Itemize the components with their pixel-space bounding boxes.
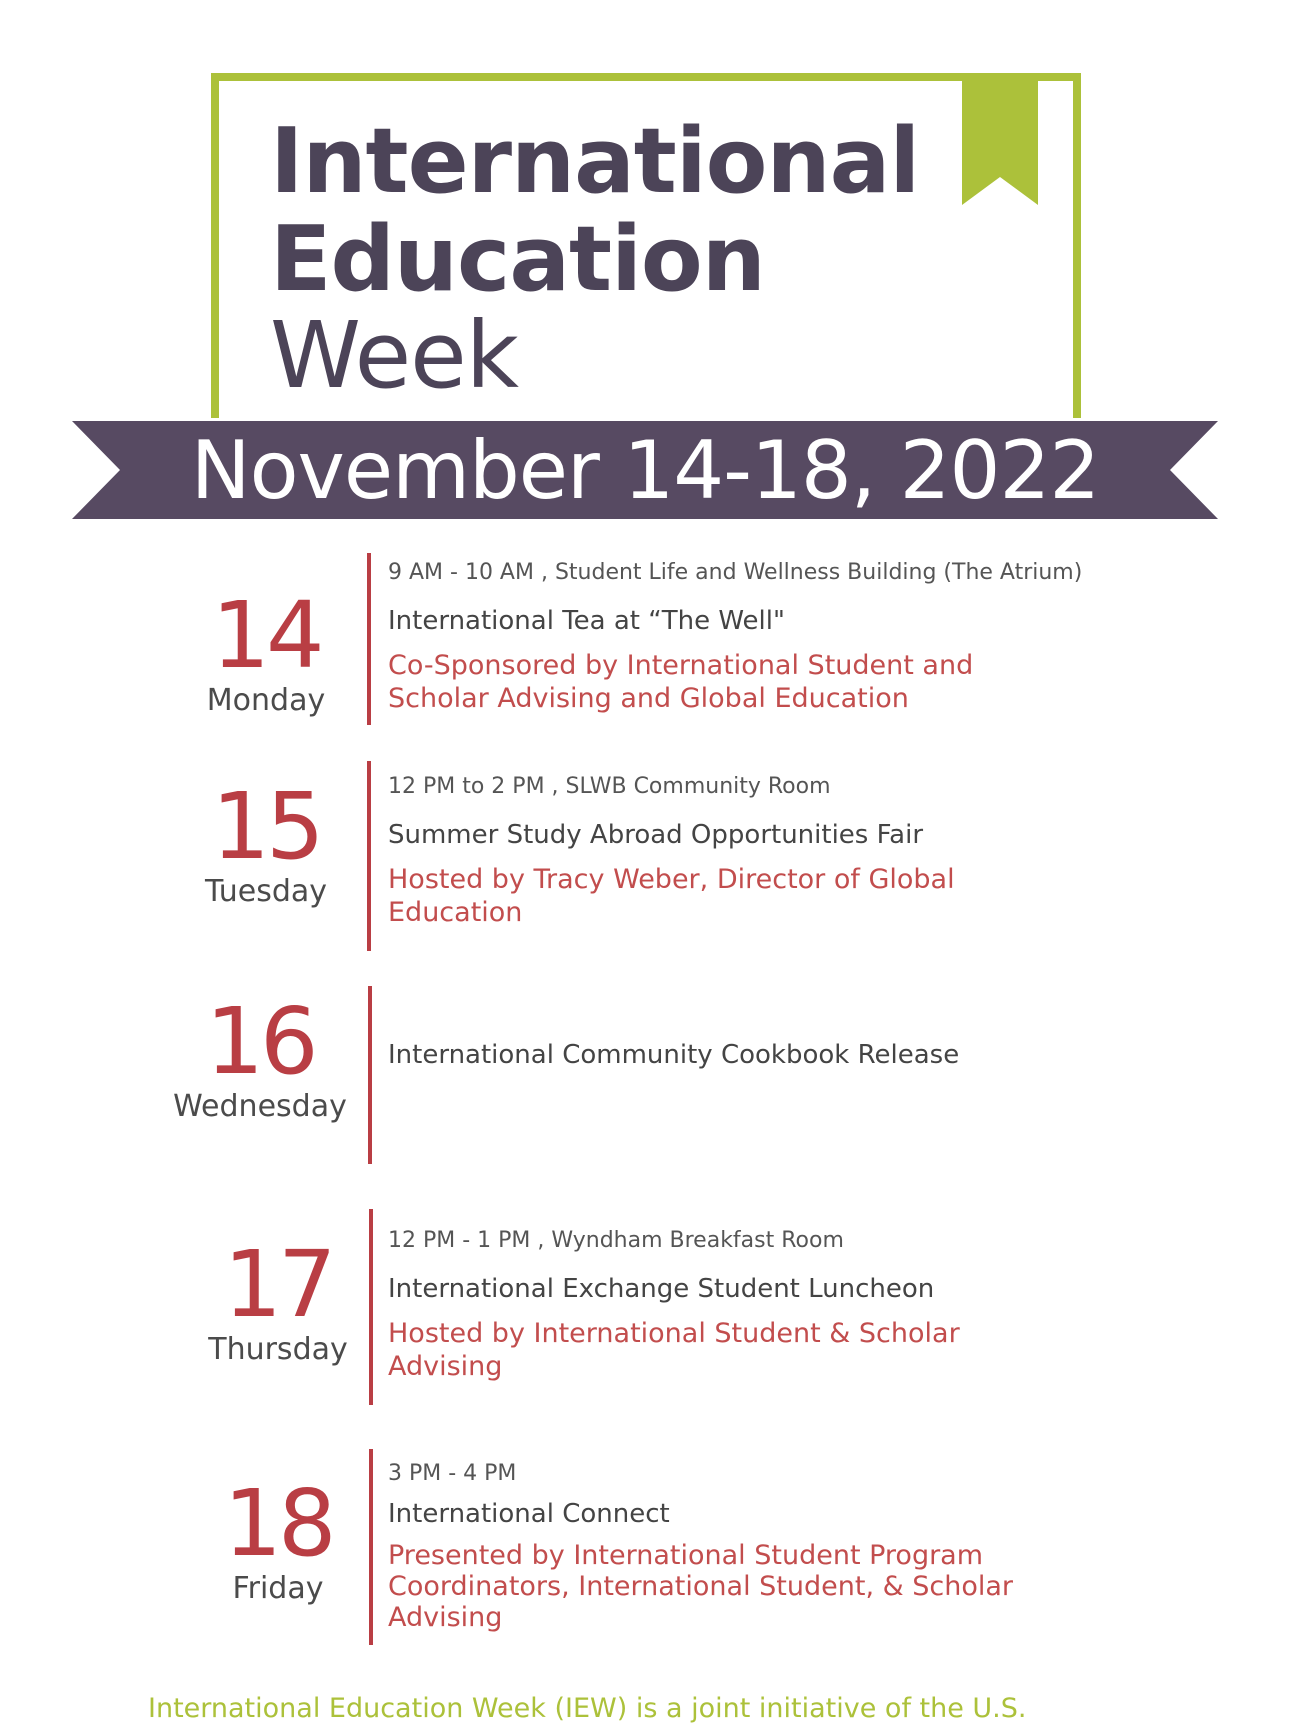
day-divider [367, 761, 371, 951]
title-line-3: Week [270, 302, 519, 409]
event-time: 9 AM - 10 AM , Student Life and Wellness Building (The Atrium) [388, 560, 1083, 585]
day-number: 16 [205, 988, 315, 1095]
day-block-14 [146, 582, 386, 718]
day-block-17 [158, 1231, 398, 1367]
day-number: 15 [211, 773, 321, 880]
event-title: International Tea at “The Well" [388, 606, 785, 636]
event-title: International Connect [388, 1499, 670, 1529]
event-15 [388, 773, 1188, 929]
bookmark-ribbon-icon [962, 81, 1038, 205]
day-weekday: Tuesday [204, 874, 328, 909]
event-title: International Exchange Student Luncheon [388, 1274, 935, 1304]
day-weekday: Monday [206, 683, 326, 718]
event-host: Hosted by Tracy Weber, Director of Global Education [388, 864, 955, 928]
day-block-18 [158, 1470, 398, 1606]
event-host: Hosted by International Student & Scholar Advising [388, 1318, 960, 1382]
event-14 [388, 559, 1188, 715]
day-divider [369, 1209, 373, 1405]
day-divider [368, 986, 372, 1164]
event-title: International Community Cookbook Release [388, 1040, 960, 1070]
event-host: Presented by International Student Program Coordinators, International Student, & Scholar Advising [388, 1540, 1014, 1633]
event-title: Summer Study Abroad Opportunities Fair [388, 820, 924, 850]
event-18 [388, 1460, 1188, 1633]
day-number: 14 [211, 582, 321, 689]
event-time: 12 PM to 2 PM , SLWB Community Room [388, 774, 831, 799]
title-line-1: International [270, 109, 920, 214]
event-time: 3 PM - 4 PM [388, 1461, 517, 1486]
date-banner: November 14-18, 2022 [190, 423, 1100, 517]
title-line-2: Education [270, 207, 765, 312]
day-block-16 [140, 988, 380, 1124]
event-time: 12 PM - 1 PM , Wyndham Breakfast Room [388, 1228, 844, 1253]
day-weekday: Friday [232, 1571, 324, 1606]
event-16 [388, 1039, 1188, 1071]
footer-text: International Education Week (IEW) is a joint initiative of the U.S. [148, 1693, 1027, 1724]
day-divider [369, 1449, 373, 1645]
day-weekday: Wednesday [173, 1089, 347, 1124]
day-number: 18 [223, 1470, 333, 1577]
event-17 [388, 1227, 1188, 1383]
day-block-15 [146, 773, 386, 909]
event-host: Co-Sponsored by International Student and Scholar Advising and Global Education [388, 650, 974, 714]
day-divider [367, 553, 371, 725]
day-number: 17 [223, 1231, 333, 1338]
day-weekday: Thursday [208, 1332, 348, 1367]
